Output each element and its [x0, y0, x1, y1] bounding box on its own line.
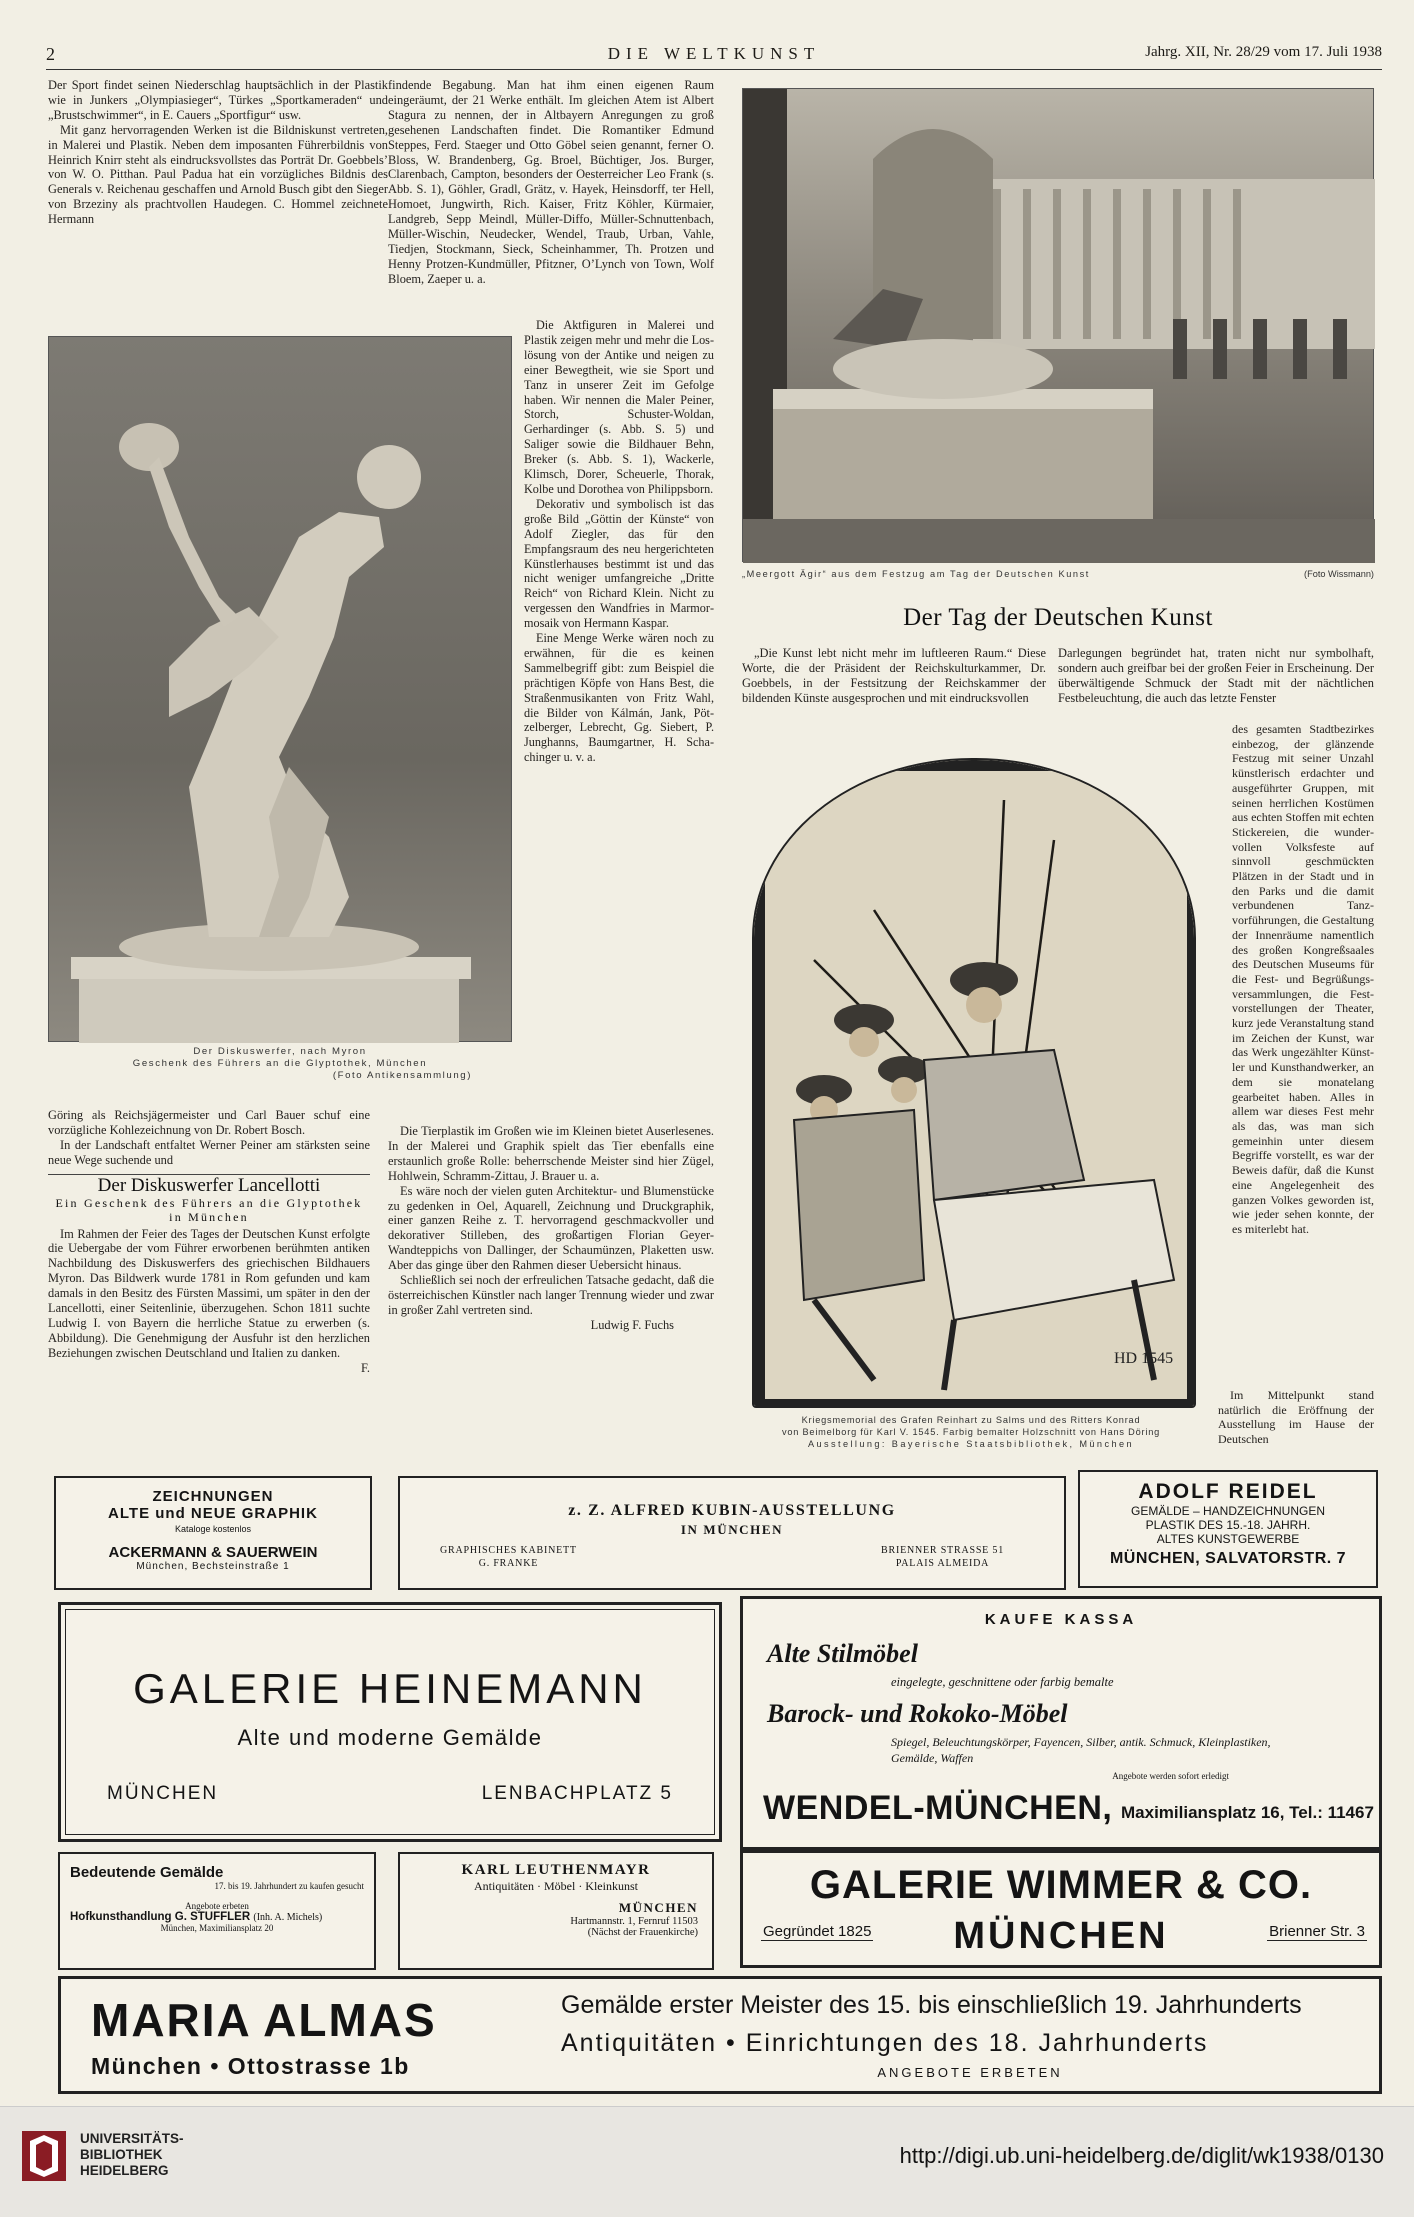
caption-line: Ausstellung: Bayerische Staatsbibliothek, München — [808, 1439, 1134, 1449]
ad-line: KARL LEUTHENMAYR — [461, 1862, 651, 1878]
ad-line: MÜNCHEN — [953, 1915, 1169, 1957]
column-1-bottom — [48, 1108, 370, 1376]
paragraph: Im Rahmen der Feier des Tages der Deutschen Kunst erfolgte die Uebergabe der vom Führer erworbenen berühmten antiken Nachbildung des Diskuswerfers des griechischen Bildhauers Myron. Das Bildwerk wurde 1781 in Rom gefunden und kam damals in den Besitz des Fürsten Massimi, um später in den der Lancellotti, einer Seitenlinie, überzugehen. Schon 1811 suchte Ludwig I. von Bayern die herrliche Statue zu erwerben (s. Abbildung). Die Genehmigung der Ausfuhr ist den herzlichen Beziehungen zwischen Deutschland und Italien zu danken. — [48, 1226, 370, 1360]
ad-line: ZEICHNUNGEN — [152, 1488, 274, 1505]
diskuswerfer-subheading: Ein Geschenk des Führers an die Glyptothek in München — [55, 1195, 363, 1224]
ad-kubin — [398, 1476, 1066, 1590]
ad-text: (Inh. A. Michels) — [253, 1912, 323, 1923]
right-col-c — [1232, 722, 1374, 1237]
caption-line: Kriegsmemorial des Grafen Reinhart zu Salms und des Ritters Konrad — [801, 1415, 1141, 1425]
library-logo-icon — [22, 2131, 66, 2181]
article-heading: Der Tag der Deutschen Kunst — [903, 604, 1213, 631]
parade-caption — [742, 568, 1374, 580]
column-1-top — [48, 78, 388, 227]
ad-line: Hartmannstr. 1, Fernruf 11503 — [570, 1916, 698, 1927]
author: Ludwig F. Fuchs — [590, 1317, 674, 1332]
ad-line: München, Bechsteinstraße 1 — [136, 1561, 290, 1572]
page-header — [46, 40, 1382, 70]
ad-almas — [58, 1976, 1382, 2094]
ad-line: WENDEL-MÜNCHEN, — [763, 1789, 1113, 1827]
paragraph: Göring als Reichsjägermeister und Carl Bauer schuf eine vorzügliche Kohlezeichnung von Dr. Robert Bosch. — [48, 1108, 370, 1137]
ad-text: Hofkunsthandlung G. STUFFLER — [70, 1911, 251, 1923]
paragraph: Dekorativ und symbolisch ist das große Bild „Göttin der Künste“ von Adolf Ziegler, das für den Empfangsraum des neu hergerichteten Künstlerhauses bestimmt ist und das nicht weniger umfangreiche „Dritte Reich“ von Richard Klein. Nicht zu vergessen den Wandfries in Marmormosaik von Hermann Kaspar. — [524, 496, 714, 631]
woodcut-monogram: HD 1545 — [1114, 1350, 1174, 1367]
ad-line: ALTES KUNSTGEWERBE — [1156, 1532, 1300, 1546]
column-2-bottom — [388, 1124, 714, 1333]
ad-line: PALAIS ALMEIDA — [895, 1558, 990, 1569]
ad-leuthenmayr — [398, 1852, 714, 1970]
caption-line: Der Diskuswerfer, nach Myron — [193, 1046, 367, 1057]
paragraph: findende Begabung. Man hat ihm einen eigenen Raum eingeräumt, der 21 Werke enthält. Im gleichen Atem ist Albert Stagura zu nennen, der in Altbayern Anregungen zu groß gesehenen Landschaften findet. Die Romantiker Edmund Steppes, Ferd. Staeger und Otto Göbel seien genannt, ferner O. Bloss, W. Brandenberg, Gg. Broel, Büchtiger, Jos. Burger, Clarenbach, Campton, besonders der Oesterreicher Leo Frank (s. Abb. S. 1), Göhler, Gradl, Grätz, v. Hayek, Heinsdorff, ter Hell, Homoet, Jungwirth, Rich. Kaiser, Fritz Köhler, Kürmaier, Landgreb, Sepp Meindl, Müller-Diffo, Müller-Schnuttenbach, Müller-Wischin, Neudecker, Wendel, Traub, Urban, Vahle, Tiedjen, Stockmann, Sieck, Scheinhammer, Th. Protzen und Henny Protzen-Kundmüller, Pfitzner, O’Lynch von Town, Wolf Bloem, Zaeper u. a. — [388, 78, 714, 286]
ad-line: MARIA ALMAS — [91, 1994, 437, 2046]
paragraph: Darlegungen begründet hat, traten nicht nur symbolhaft, sondern auch greifbar bei der großen Feier in Erscheinung. Der überwältigende Schmuck der Stadt mit der nächtlichen Festbeleuchtung, die auch das letzte Fenster — [1058, 646, 1374, 705]
ad-heinemann — [58, 1602, 722, 1842]
ad-wimmer — [740, 1850, 1382, 1968]
right-col-b — [1058, 646, 1374, 706]
ad-line: eingelegte, geschnittene oder farbig bemalte — [891, 1675, 1114, 1689]
ad-line: KAUFE KASSA — [984, 1611, 1138, 1628]
parade-scene — [743, 89, 1375, 563]
issue-info: Jahrg. XII, Nr. 28/29 vom 17. Juli 1938 — [1145, 44, 1382, 60]
ad-line: Antiquitäten · Möbel · Kleinkunst — [474, 1879, 638, 1893]
column-2-narrow — [524, 318, 714, 765]
ad-right-block — [881, 1544, 1004, 1570]
paragraph: In der Landschaft entfaltet Werner Peiner am stärksten seine neue Wege suchende und — [48, 1137, 370, 1167]
ad-ackermann — [54, 1476, 372, 1590]
ad-line: MÜNCHEN — [107, 1783, 219, 1804]
ad-line: ALTE und NEUE GRAPHIK — [108, 1505, 318, 1522]
paragraph: Eine Menge Werke wären noch zu erwähnen, für die es keinen Sammelbegriff gibt: zum Beispiel die prächtigen Köpfe von Hans Best, die Straßenmusikanten von Fritz Wahl, die Bilder von Kálmán, Jank, Pötzelberger, Lebrecht, Gg. Siebert, P. Junghanns, Baumgartner, H. Schachinger u. v. a. — [524, 631, 714, 765]
diskuswerfer-heading: Der Diskuswerfer Lancellotti — [48, 1174, 370, 1194]
ad-line: Bedeutende Gemälde — [70, 1864, 224, 1881]
paragraph: Mit ganz hervorragenden Werken ist die Bildniskunst vertreten, in Malerei und Plastik. Neben dem imposanten Führerbildnis von Heinrich Knirr steht als eindrucksvollstes das Porträt Dr. Goebbels’ von W. O. Pitthan. Paul Padua hat ein vorzügliches Bildnis des Generals v. Reichenau geschaffen und Arnold Busch gibt den Sieger von Brzeziny als prachtvollen Haudegen. C. Hommel zeichnete Hermann — [48, 122, 388, 227]
right-col-a — [742, 646, 1046, 706]
digitization-footer — [0, 2106, 1414, 2217]
ad-line: MÜNCHEN, SALVATORSTR. 7 — [1109, 1550, 1347, 1567]
paragraph: „Die Kunst lebt nicht mehr im luftleeren Raum.“ Diese Worte, die der Präsident der Reichskulturkammer, Dr. Goebbels, in der Festsitzung der Reichskammer der bildenden Künste ausgesprochen und mit eindrucksvollen — [742, 646, 1046, 705]
ad-line: Antiquitäten • Einrichtungen des 18. Jahrhunderts — [561, 2029, 1209, 2057]
ad-line: Alte Stilmöbel — [767, 1639, 918, 1668]
caption-line: Geschenk des Führers an die Glyptothek, München — [132, 1058, 428, 1069]
caption-text: „Meergott Ägir“ aus dem Festzug am Tag der Deutschen Kunst — [742, 569, 1090, 579]
paragraph: Der Sport findet seinen Niederschlag hauptsächlich in der Plastik wie in Junkers „Olympiasieger“, Türkes „Sportkameraden“ und „Brustschwimmer“, in E. Cauers „Sportfigur“ usw. — [48, 78, 388, 122]
parade-photo — [742, 88, 1374, 562]
ad-reidel — [1078, 1470, 1378, 1588]
ad-line: Brienner Str. 3 — [1269, 1923, 1365, 1940]
library-line: BIBLIOTHEK — [80, 2147, 163, 2162]
right-col-d — [1218, 1388, 1374, 1447]
ad-line: PLASTIK DES 15.-18. JAHRH. — [1145, 1518, 1311, 1532]
source-url-link[interactable]: http://digi.ub.uni-heidelberg.de/diglit/wk1938/0130 — [899, 2143, 1384, 2168]
ad-line: ACKERMANN & SAUERWEIN — [108, 1544, 318, 1561]
caption-line: von Beimelborg für Karl V. 1545. Farbig bemalter Holzschnitt von Hans Döring — [781, 1427, 1161, 1437]
statue-caption — [48, 1046, 512, 1082]
ad-line: 17. bis 19. Jahrhundert zu kaufen gesucht — [214, 1881, 364, 1891]
ad-line: BRIENNER STRASSE 51 — [881, 1545, 1004, 1556]
ad-line: Spiegel, Beleuchtungskörper, Fayencen, Silber, antik. Schmuck, Kleinplastiken, — [891, 1735, 1271, 1749]
ad-line: Maximiliansplatz 16, Tel.: 11467 — [1121, 1803, 1374, 1822]
ad-line: GRAPHISCHES KABINETT — [440, 1545, 577, 1556]
ad-line: LENBACHPLATZ 5 — [481, 1783, 673, 1804]
ad-line: GEMÄLDE – HANDZEICHNUNGEN — [1130, 1504, 1326, 1518]
ad-line: G. FRANKE — [478, 1558, 539, 1569]
ad-line: Kataloge kostenlos — [174, 1524, 252, 1534]
ad-line: Angebote werden sofort erledigt — [1112, 1771, 1229, 1781]
paragraph: Die Tierplastik im Großen wie im Kleinen bietet Auserlesenes. In der Malerei und Graphik spielt das Tier ebenfalls eine erstaunlich große Rolle: beherrschende Meister sind hier Zügel, Hohlwein, Schramm-Zittau, J. Brauer u. a. — [388, 1124, 714, 1183]
ad-line: München, Maximiliansplatz 20 — [160, 1923, 274, 1933]
paragraph: Im Mittelpunkt stand natürlich die Eröffnung der Ausstellung im Hause der Deutschen — [1218, 1388, 1374, 1447]
diskuswerfer-photo — [48, 336, 512, 1042]
paragraph: Die Aktfiguren in Malerei und Plastik zeigen mehr und mehr die Loslösung von der Antike und neigen zu einer Bewegtheit, wie sie Sport und Tanz in unserer Zeit im Gefolge haben. Wir nennen die Maler Peiner, Storch, Schuster-Woldan, Gerhardinger (s. Abb. S. 5) und Saliger sowie die Bildhauer Behn, Breker (s. Abb. S. 1), Wackerle, Klimsch, Dorer, Scheuerle, Thorak, Kolbe und Dorothea von Philippsborn. — [524, 318, 714, 496]
ad-line: Angebote erbeten — [185, 1901, 249, 1911]
library-name — [80, 2131, 184, 2179]
page-number: 2 — [46, 44, 55, 64]
ad-line: München • Ottostrasse 1b — [91, 2053, 410, 2079]
library-line: UNIVERSITÄTS- — [80, 2131, 184, 2146]
photo-credit: (Foto Wissmann) — [1304, 569, 1374, 579]
ad-line: GALERIE WIMMER & CO. — [809, 1863, 1313, 1907]
ad-left-block — [440, 1544, 577, 1570]
ad-line: Alte und moderne Gemälde — [237, 1725, 543, 1750]
paragraph: des gesamten Stadtbezirkes einbezog, der glänzende Festzug mit seiner Unzahl künstlerisch erdachter und ausgeführter Gruppen, mit seinen herrlichen Kostümen aus echten Stoffen mit echten Stickereien, die wundervollen Volksfeste auf sinnvoll geschmückten Plätzen in der Stadt und in den Parks und die damit verbundenen Tanzvorführungen, die Gestaltung der Innenräume namentlich des großen Kongreßsaales des Deutschen Museums für die Fest- und Begrüßungsversammlungen, die Festvorstellungen der Theater, kurz jede Veranstaltung stand im Zeichen der Kunst, war das Werk ungezählter Künstler und Kunsthandwerker, an dem sie monatelang gearbeitet haben. Alles in allem war dieses Fest mehr als das, was man sich gemeinhin unter diesem Begriffe vorstellt, es war der Beweis dafür, daß die Kunst eine Angelegenheit des ganzen Volkes geworden ist, wie jeder sehen konnte, der es miterlebt hat. — [1232, 722, 1374, 1236]
ad-line: ADOLF REIDEL — [1138, 1480, 1318, 1503]
ad-line: (Nächst der Frauenkirche) — [587, 1927, 698, 1938]
signature: F. — [361, 1360, 370, 1375]
ad-stuffler — [58, 1852, 376, 1970]
ad-line: Barock- und Rokoko-Möbel — [767, 1699, 1068, 1728]
ad-line: z. Z. ALFRED KUBIN-AUSSTELLUNG — [568, 1502, 896, 1519]
column-2-top — [388, 78, 714, 287]
photo-credit: (Foto Antikensammlung) — [332, 1070, 472, 1081]
woodcut-image — [752, 758, 1196, 1408]
journal-title: DIE WELTKUNST — [607, 44, 821, 63]
ad-line: Gemälde, Waffen — [891, 1751, 974, 1765]
ad-line: IN MÜNCHEN — [680, 1522, 784, 1537]
ad-line: ANGEBOTE ERBETEN — [877, 2065, 1063, 2080]
paragraph: Es wäre noch der vielen guten Architektur- und Blumenstücke zu gedenken in Oel, Aquarell, Zeichnung und Druckgraphik, einer ganzen Reihe z. T. hervorragend geschmackvoller und dekorativer Stilleben, des großartigen Florian Geyer-Wandteppichs von Dallinger, der Schaumünzen, Plaketten usw. Aber das ginge über den Rahmen dieser Uebersicht hinaus. — [388, 1183, 714, 1273]
woodcut-scene — [754, 760, 1196, 1408]
ad-line: MÜNCHEN — [618, 1900, 698, 1915]
woodcut-caption — [726, 1414, 1216, 1450]
ad-line: Gemälde erster Meister des 15. bis einschließlich 19. Jahrhunderts — [561, 1991, 1302, 2019]
ad-line: Gegründet 1825 — [763, 1923, 872, 1940]
ad-wendel — [740, 1596, 1382, 1850]
ad-line — [70, 1911, 364, 1923]
paragraph: Schließlich sei noch der erfreulichen Tatsache gedacht, daß die österreichischen Künstler nach langer Trennung wieder und zwar in großer Zahl vertreten sind. — [388, 1273, 714, 1317]
library-line: HEIDELBERG — [80, 2163, 169, 2178]
ad-line: GALERIE HEINEMANN — [133, 1665, 647, 1712]
statue-figure — [49, 337, 513, 1043]
